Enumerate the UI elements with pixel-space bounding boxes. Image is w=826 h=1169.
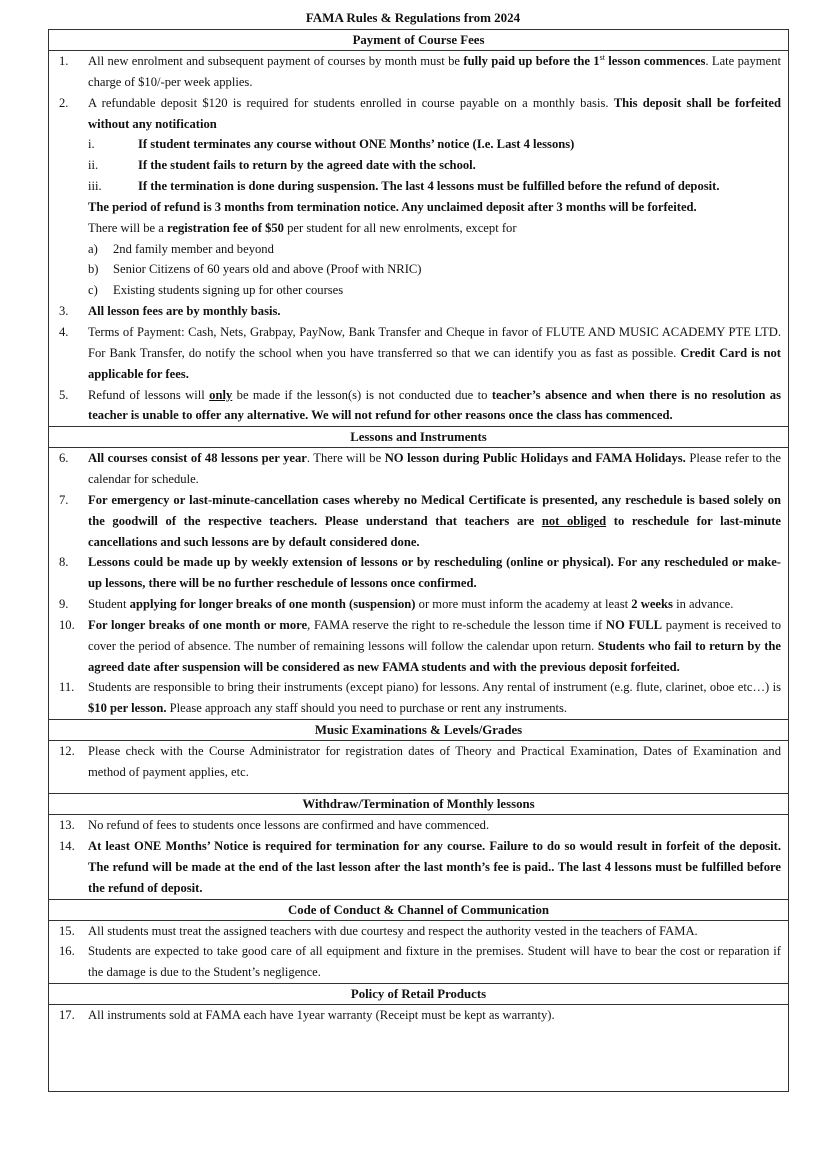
- rule-text-bold: 2 weeks: [631, 597, 673, 612]
- section-exams: [49, 741, 788, 794]
- rule-text: Please check with the Course Administrator for registration dates of Theory and Practical Examination, Dates of Examination and method of payment applies, etc.: [88, 744, 781, 779]
- rule-text: payment is received to cover the period of absence. The number of remaining lessons will follow the calendar upon return.: [88, 617, 781, 653]
- rule-number: 14.: [59, 839, 75, 853]
- refund-period-text: [88, 197, 781, 218]
- rule-text: There will be a: [88, 220, 168, 235]
- registration-fee-text: [88, 218, 781, 239]
- rule-item-11: [49, 677, 788, 719]
- rule-text-bold: to reschedule for last-minute cancellations and such lessons are by default considered done.: [88, 513, 781, 549]
- rule-text-bold: lesson commences: [604, 54, 706, 68]
- section-heading-conduct: Code of Conduct & Channel of Communication: [49, 900, 788, 921]
- sub-item-c: [88, 280, 781, 301]
- section-withdraw: [49, 815, 788, 899]
- rule-item-15: [49, 921, 788, 942]
- rule-text: Terms of Payment: Cash, Nets, Grabpay, PayNow, Bank Transfer and Cheque in favor of FLUTE AND MUSIC ACADEMY PTE LTD. For Bank Transfer, do notify the school when you have transferred so that we can identify you as fast as possible.: [88, 324, 781, 360]
- section-heading-payment: Payment of Course Fees: [49, 30, 788, 51]
- sub-text: If student terminates any course without ONE Months’ notice (I.e. Last 4 lessons): [138, 137, 575, 152]
- sub-item-i: [88, 134, 781, 155]
- section-heading-exams: Music Examinations & Levels/Grades: [49, 720, 788, 741]
- rule-text: . Late payment charge of $10/-per week applies.: [88, 54, 781, 89]
- sub-marker: b): [88, 262, 99, 277]
- rule-text-bold: NO FULL: [605, 617, 663, 632]
- rule-text: Students are expected to take good care of all equipment and fixture in the premises. Student will have to bear the cost or reparation if the damage is due to the Student’s negligence.: [88, 944, 781, 980]
- rule-text-bold: $10 per lesson.: [88, 701, 167, 716]
- section-lessons: [49, 448, 788, 720]
- section-conduct: [49, 921, 788, 985]
- rule-text: in advance.: [672, 597, 734, 612]
- rule-text: Please refer to the calendar for schedule.: [88, 451, 782, 487]
- rule-number: 5.: [59, 387, 69, 402]
- rule-text: , FAMA reserve the right to re-schedule the lesson time if: [307, 617, 606, 632]
- sub-text: Existing students signing up for other courses: [113, 283, 344, 298]
- rule-text-bold: The period of refund is 3 months from termination notice. Any unclaimed deposit after 3 months will be forfeited.: [88, 199, 697, 214]
- sub-text: Senior Citizens of 60 years old and above (Proof with NRIC): [113, 262, 422, 277]
- rule-text-bold: Lessons could be made up by weekly extension of lessons or by rescheduling (online or physical). For any rescheduled or make-up lessons, there will be no further reschedule of lessons once confirmed.: [88, 555, 781, 591]
- rule-item-6: [49, 448, 788, 490]
- sub-marker: a): [88, 241, 98, 256]
- rule-text: Student: [88, 597, 130, 612]
- rule-text-underlined: not obliged: [541, 513, 607, 528]
- section-retail: [49, 1005, 788, 1026]
- rules-table: [48, 29, 789, 1092]
- rule-item-5: [49, 385, 788, 427]
- rule-text-underlined: only: [209, 387, 233, 402]
- rule-item-9: [49, 594, 788, 615]
- rule-item-13: [49, 815, 788, 836]
- rule-item-14: [49, 836, 788, 899]
- sub-marker: c): [88, 283, 98, 298]
- rule-text-bold: Credit Card is not applicable for fees.: [88, 345, 781, 381]
- rule-text-bold: For emergency or last-minute-cancellation cases whereby no Medical Certificate is presented, any reschedule is based solely on the goodwill of the respective teachers. Please understand that teachers are: [88, 492, 781, 528]
- superscript: st: [599, 52, 605, 62]
- rule-text-bold: fully paid up before the 1: [463, 54, 600, 68]
- rule-text: All instruments sold at FAMA each have 1year warranty (Receipt must be kept as warranty).: [88, 1008, 555, 1023]
- rule-text-bold: For longer breaks of one month or more: [88, 617, 308, 632]
- rule-item-1: [49, 51, 788, 93]
- rule-number: 8.: [59, 555, 69, 570]
- rule-item-4: [49, 322, 788, 385]
- sub-text: If the termination is done during suspension. The last 4 lessons must be fulfilled before the refund of deposit.: [138, 179, 720, 194]
- rule-number: 17.: [59, 1008, 75, 1023]
- section-payment: [49, 51, 788, 427]
- rule-item-8: [49, 552, 788, 594]
- rule-text-bold: This deposit shall be forfeited without any notification: [88, 95, 781, 131]
- document-title: FAMA Rules & Regulations from 2024: [305, 10, 521, 25]
- rule-number: 12.: [59, 744, 75, 759]
- sub-item-ii: [88, 155, 781, 176]
- section-heading-withdraw: Withdraw/Termination of Monthly lessons: [49, 794, 788, 815]
- section-heading-lessons: Lessons and Instruments: [49, 427, 788, 448]
- rule-number: 4.: [59, 324, 69, 339]
- rule-item-7: [49, 490, 788, 553]
- rule-text: A refundable deposit $120 is required for students enrolled in course payable on a monthly basis.: [88, 95, 614, 110]
- rule-text-bold: NO lesson during Public Holidays and FAMA Holidays.: [384, 451, 686, 466]
- rule-number: 16.: [59, 944, 75, 959]
- rule-text: No refund of fees to students once lessons are confirmed and have commenced.: [88, 818, 490, 833]
- sub-text: 2nd family member and beyond: [113, 241, 274, 256]
- sub-item-iii: [88, 176, 781, 197]
- rule-text: All students must treat the assigned teachers with due courtesy and respect the authority vested in the teachers of FAMA.: [88, 923, 698, 938]
- rule-text: or more must inform the academy at least: [415, 597, 632, 612]
- rule-text: All new enrolment and subsequent payment of courses by month must be: [88, 54, 464, 68]
- rule-text-bold: applying for longer breaks of one month (suspension): [129, 597, 416, 612]
- rule-item-2: [49, 93, 788, 301]
- sub-text: If the student fails to return by the agreed date with the school.: [138, 158, 476, 173]
- sub-item-b: [88, 259, 781, 280]
- rule-item-17: [49, 1005, 788, 1026]
- rule-text-bold: All courses consist of 48 lessons per year: [88, 451, 307, 466]
- rule-item-3: [49, 301, 788, 322]
- rule-number: 7.: [59, 492, 69, 507]
- rule-number: 6.: [59, 451, 69, 466]
- rule-text: Please approach any staff should you need to purchase or rent any instruments.: [166, 701, 568, 716]
- rule-number: 9.: [59, 597, 69, 612]
- rule-text-bold: Students who fail to return by the agreed date after suspension will be considered as new FAMA students and with the previous deposit forfeited.: [88, 638, 782, 674]
- sub-marker: ii.: [88, 158, 99, 173]
- rule-number: 15.: [59, 923, 75, 938]
- rule-text-bold: registration fee of $50: [167, 220, 284, 235]
- rule-text: Students are responsible to bring their instruments (except piano) for lessons. Any rental of instrument (e.g. flute, clarinet, oboe etc…) is: [88, 680, 781, 695]
- rule-text: Refund of lessons will: [88, 387, 210, 402]
- sub-marker: i.: [88, 137, 95, 152]
- rule-text-bold: All lesson fees are by monthly basis.: [88, 304, 281, 319]
- rule-number: 13.: [59, 818, 75, 833]
- rule-item-16: [49, 941, 788, 983]
- rule-text: be made if the lesson(s) is not conducted due to: [232, 387, 492, 402]
- rule-text: per student for all new enrolments, except for: [283, 220, 517, 235]
- sub-item-a: [88, 239, 781, 260]
- rule-number: 2.: [59, 95, 69, 110]
- rule-text-bold: At least ONE Months’ Notice is required for termination for any course. Failure to do so would result in forfeit of the deposit. The refund will be made at the end of the last lesson after the last month’s fee is paid.. The last 4 lessons must be fulfilled before the refund of deposit.: [88, 839, 781, 895]
- rule-number: 1.: [59, 54, 69, 68]
- rule-item-10: [49, 615, 788, 678]
- rule-number: 10.: [59, 617, 75, 632]
- rule-text-bold: teacher’s absence and when there is no resolution as teacher is unable to offer any alternative. We will not refund for other reasons once the class has commenced.: [88, 387, 782, 423]
- rule-text: . There will be: [306, 451, 385, 466]
- rule-number: 3.: [59, 304, 69, 319]
- rule-number: 11.: [59, 680, 75, 695]
- rule-item-12: [49, 741, 788, 783]
- sub-marker: iii.: [88, 179, 102, 194]
- section-heading-retail: Policy of Retail Products: [49, 984, 788, 1005]
